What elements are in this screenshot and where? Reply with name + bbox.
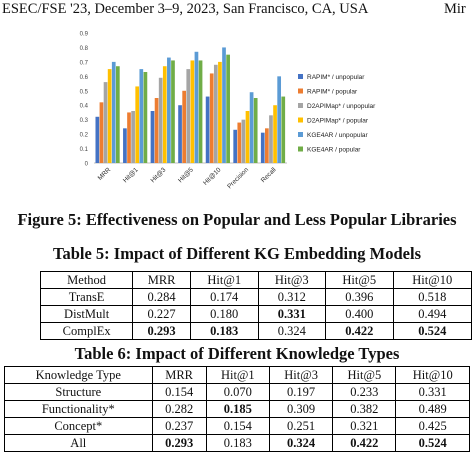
legend-swatch [298, 118, 303, 123]
table-cell: 0.197 [269, 384, 332, 401]
bar [237, 123, 241, 163]
column-header: Hit@10 [393, 272, 471, 289]
bar [261, 133, 265, 163]
table-header-row [41, 272, 472, 289]
table-cell: 0.382 [333, 401, 396, 418]
table-cell: 0.400 [326, 306, 394, 323]
table-cell: 0.183 [190, 323, 258, 340]
bar [182, 91, 186, 163]
table-cell: 0.180 [190, 306, 258, 323]
row-label: DistMult [41, 306, 133, 323]
legend-label: KGE4AR / popular [307, 146, 361, 154]
row-label: Structure [5, 384, 153, 401]
bar [210, 73, 214, 163]
column-header: Hit@1 [206, 367, 269, 384]
bar [163, 66, 167, 163]
bar [218, 62, 222, 163]
bar [95, 117, 99, 163]
bar [281, 97, 285, 163]
table-cell: 0.237 [152, 418, 206, 435]
table-row [5, 384, 470, 401]
legend-label: KGE4AR / unpopular [307, 132, 368, 139]
row-label: TransE [41, 289, 133, 306]
legend-label: D2APIMap* / unpopular [307, 103, 376, 110]
column-header: Hit@3 [258, 272, 326, 289]
x-tick-label: Hit@1 [121, 166, 140, 185]
y-tick-label: 0.2 [79, 132, 88, 139]
table-cell: 0.524 [393, 323, 471, 340]
column-header: MRR [133, 272, 191, 289]
venue-line: ESEC/FSE '23, December 3–9, 2023, San Francisco, CA, USA [2, 1, 369, 17]
bar [155, 98, 159, 163]
table-cell: 0.185 [206, 401, 269, 418]
legend-swatch [298, 103, 303, 108]
bar [250, 92, 254, 163]
table-cell: 0.324 [269, 435, 332, 452]
table-cell: 0.494 [393, 306, 471, 323]
y-tick-label: 0 [84, 161, 88, 168]
bar [233, 130, 237, 163]
table-row [41, 289, 472, 306]
table-cell: 0.309 [269, 401, 332, 418]
table-cell: 0.321 [333, 418, 396, 435]
bar [178, 105, 182, 163]
legend-label: RAPIM* / popular [307, 88, 358, 96]
column-header: Method [41, 272, 133, 289]
legend-swatch [298, 74, 303, 79]
row-label: ComplEx [41, 323, 133, 340]
bar [116, 66, 120, 163]
y-tick-label: 0.3 [79, 118, 88, 125]
legend-label: RAPIM* / unpopular [307, 74, 365, 81]
table-cell: 0.396 [326, 289, 394, 306]
table-cell: 0.524 [396, 435, 470, 452]
table-cell: 0.422 [333, 435, 396, 452]
bar [269, 115, 273, 163]
table-cell: 0.233 [333, 384, 396, 401]
table-row [5, 401, 470, 418]
y-tick-label: 0.5 [79, 89, 88, 96]
y-tick-label: 0.6 [79, 74, 88, 81]
column-header: Hit@5 [333, 367, 396, 384]
column-header: MRR [152, 367, 206, 384]
bar [199, 60, 203, 163]
table-cell: 0.154 [206, 418, 269, 435]
table-header-row [5, 367, 470, 384]
column-header: Hit@10 [396, 367, 470, 384]
row-label: All [5, 435, 153, 452]
table-cell: 0.154 [152, 384, 206, 401]
x-tick-label: MRR [96, 166, 113, 182]
table6-knowledge-types [4, 366, 470, 452]
figure-caption: Figure 5: Effectiveness on Popular and Less Popular Libraries [17, 210, 457, 229]
table-cell: 0.489 [396, 401, 470, 418]
bar [108, 69, 112, 163]
bar [127, 112, 131, 163]
table-cell: 0.282 [152, 401, 206, 418]
table-cell: 0.227 [133, 306, 191, 323]
table-cell: 0.425 [396, 418, 470, 435]
y-tick-label: 0.7 [79, 60, 88, 67]
legend-swatch [298, 132, 303, 137]
x-tick-label: Hit@10 [202, 166, 223, 187]
bar [265, 128, 269, 163]
table-row [5, 435, 470, 452]
running-author: Mir [444, 1, 466, 17]
table-cell: 0.331 [396, 384, 470, 401]
table-cell: 0.251 [269, 418, 332, 435]
column-header: Hit@5 [326, 272, 394, 289]
bar [104, 82, 108, 163]
table-cell: 0.422 [326, 323, 394, 340]
table-cell: 0.518 [393, 289, 471, 306]
x-tick-label: Recall [259, 166, 278, 185]
row-label: Concept* [5, 418, 153, 435]
table-row [41, 323, 472, 340]
x-tick-label: Precision [226, 166, 251, 191]
table-cell: 0.324 [258, 323, 326, 340]
table-cell: 0.284 [133, 289, 191, 306]
table6-caption: Table 6: Impact of Different Knowledge Types [74, 344, 400, 363]
bar [273, 105, 277, 163]
table-cell: 0.293 [133, 323, 191, 340]
bar [139, 69, 143, 163]
y-tick-label: 0.1 [79, 147, 88, 154]
bar [171, 60, 175, 163]
bar [186, 69, 190, 163]
y-tick-label: 0.8 [79, 45, 88, 52]
table-cell: 0.312 [258, 289, 326, 306]
table5-kg-embedding-models [40, 271, 472, 340]
column-header: Hit@3 [269, 367, 332, 384]
table-cell: 0.183 [206, 435, 269, 452]
bar [144, 72, 148, 163]
bar [226, 55, 230, 163]
table-cell: 0.331 [258, 306, 326, 323]
bar [191, 60, 195, 163]
bar [277, 76, 281, 163]
table-cell: 0.070 [206, 384, 269, 401]
bar [112, 62, 116, 163]
bar [159, 78, 163, 163]
page-header [0, 0, 474, 18]
x-tick-label: Hit@3 [149, 166, 168, 185]
effectiveness-bar-chart [0, 20, 474, 210]
legend-swatch [298, 89, 303, 94]
legend-label: D2APIMap* / popular [307, 117, 369, 125]
bar [100, 102, 104, 163]
table5-caption: Table 5: Impact of Different KG Embedding Models [52, 244, 422, 263]
bar [214, 65, 218, 163]
bar [123, 128, 127, 163]
x-tick-label: Hit@5 [177, 166, 195, 185]
table-cell: 0.174 [190, 289, 258, 306]
bar [222, 47, 226, 163]
y-tick-label: 0.4 [79, 103, 88, 110]
legend-swatch [298, 147, 303, 152]
bar [135, 86, 139, 163]
table-row [5, 418, 470, 435]
bar [151, 111, 155, 163]
column-header: Knowledge Type [5, 367, 153, 384]
row-label: Functionality* [5, 401, 153, 418]
table-cell: 0.293 [152, 435, 206, 452]
bar [246, 111, 250, 163]
bar [206, 97, 210, 163]
bar [131, 111, 135, 163]
table-row [41, 306, 472, 323]
bar [167, 58, 171, 163]
bar [195, 52, 199, 163]
bar [254, 98, 258, 163]
bar [242, 120, 246, 163]
y-tick-label: 0.9 [79, 31, 88, 38]
column-header: Hit@1 [190, 272, 258, 289]
